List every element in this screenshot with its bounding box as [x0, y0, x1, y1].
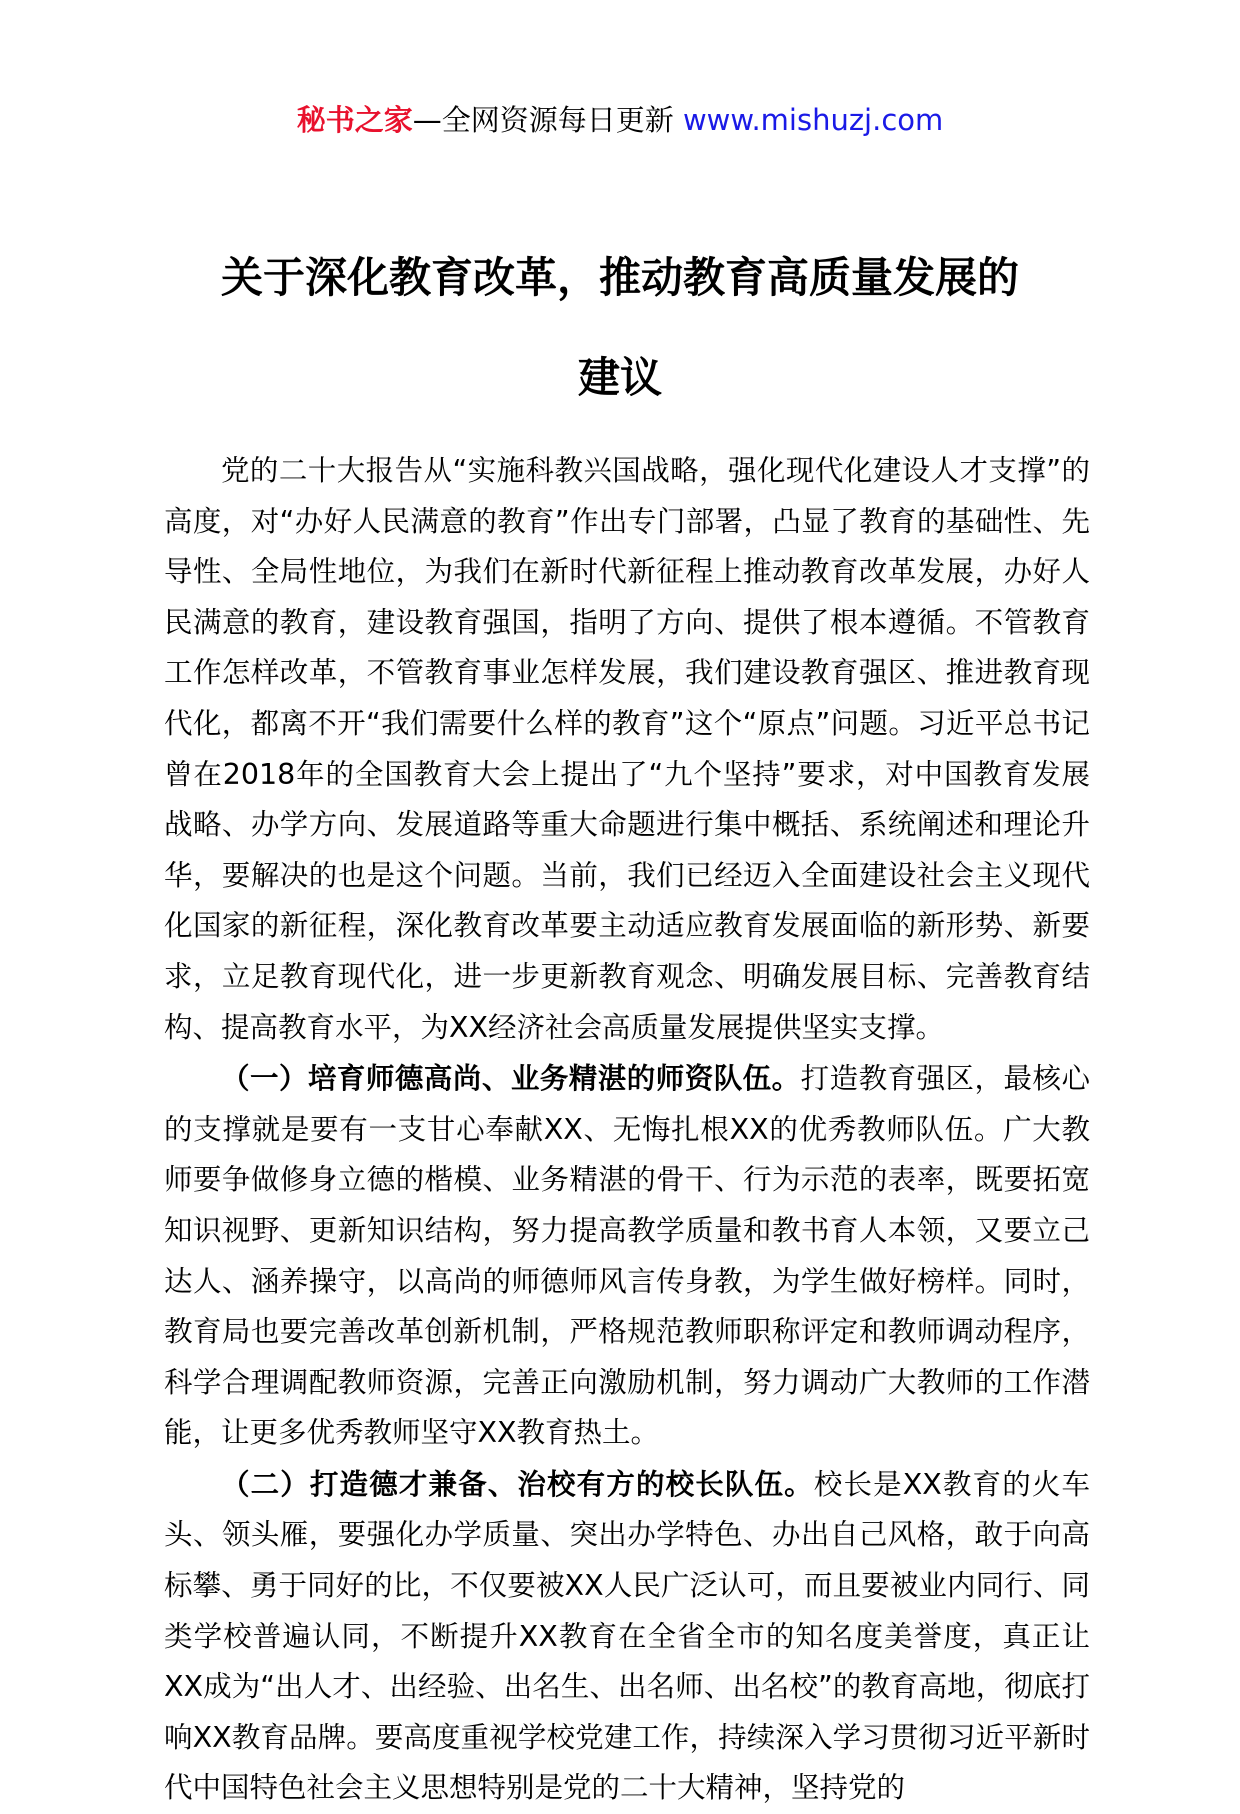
intro-paragraph: 党的二十大报告从“实施科教兴国战略，强化现代化建设人才支撑”的高度，对“办好人民满意的教育”作出专门部署，凸显了教育的基础性、先导性、全局性地位，为我们在新时代新征程上推动教育改革发展，办好人民满意的教育，建设教育强国，指明了方向、提供了根本遵循。不管教育工作怎样改革，不管教育事业怎样发展，我们建设教育强区、推进教育现代化，都离不开“我们需要什么样的教育”这个“原点”问题。习近平总书记曾在2018年的全国教育大会上提出了“九个坚持”要求，对中国教育发展战略、办学方向、发展道路等重大命题进行集中概括、系统阐述和理论升华，要解决的也是这个问题。当前，我们已经迈入全面建设社会主义现代化国家的新征程，深化教育改革要主动适应教育发展面临的新形势、新要求，立足教育现代化，进一步更新教育观念、明确发展目标、完善教育结构、提高教育水平，为XX经济社会高质量发展提供坚实支撑。: [164, 454, 1090, 1044]
site-url-link[interactable]: www.mishuzj.com: [682, 103, 944, 137]
section-text-2: 校长是XX教育的火车头、领头雁，要强化办学质量、突出办学特色、办出自己风格，敢于向高标攀、勇于同好的比，不仅要被XX人民广泛认可，而且要被业内同行、同类学校普遍认同，不断提升XX教育在全省全市的知名度美誉度，真正让XX成为“出人才、出经验、出名生、出名师、出名校”的教育高地，彻底打响XX教育品牌。要高度重视学校党建工作，持续深入学习贯彻习近平新时代中国特色社会主义思想特别是党的二十大精神，坚持党的: [164, 1467, 1090, 1805]
document-title-line-2: 建议: [577, 353, 662, 402]
document-body: [164, 446, 1090, 1814]
section-paragraph-1: [164, 1053, 1090, 1459]
section-text-1: 打造教育强区，最核心的支撑就是要有一支甘心奉献XX、无悔扎根XX的优秀教师队伍。广大教师要争做修身立德的楷模、业务精湛的骨干、行为示范的表率，既要拓宽知识视野、更新知识结构，努力提高教学质量和教书育人本领，又要立己达人、涵养操守，以高尚的师德师风言传身教，为学生做好榜样。同时，教育局也要完善改革创新机制，严格规范教师职称评定和教师调动程序，科学合理调配教师资源，完善正向激励机制，努力调动广大教师的工作潜能，让更多优秀教师坚守XX教育热土。: [164, 1062, 1090, 1450]
section-heading-1: （一）培育师德高尚、业务精湛的师资队伍。: [221, 1061, 801, 1096]
site-header: [0, 100, 1240, 140]
document-title: [160, 228, 1080, 428]
section-heading-2: （二）打造德才兼备、治校有方的校长队伍。: [221, 1466, 814, 1501]
header-dash: —: [412, 103, 442, 137]
site-slogan: 全网资源每日更新: [441, 103, 674, 137]
document-title-line-1: 关于深化教育改革，推动教育高质量发展的: [220, 253, 1019, 302]
site-brand: 秘书之家: [296, 103, 413, 137]
section-paragraph-2: [164, 1459, 1090, 1814]
